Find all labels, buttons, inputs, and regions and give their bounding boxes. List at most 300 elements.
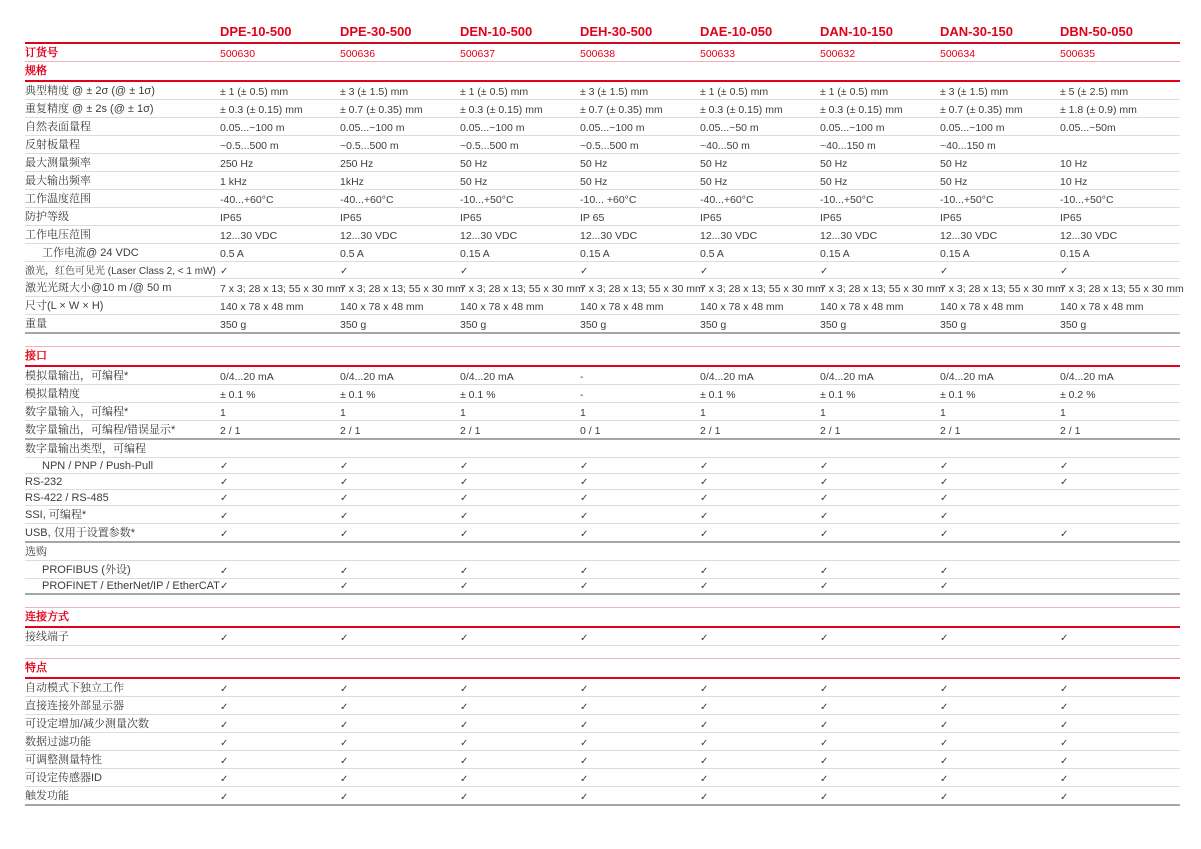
check-icon: ✓ — [700, 560, 820, 578]
table-row — [25, 578, 1180, 594]
order-number: 500634 — [940, 43, 1060, 62]
check-icon: ✓ — [700, 750, 820, 768]
table-head — [25, 24, 1180, 43]
row-label: 模拟量精度 — [25, 384, 220, 402]
check-icon: ✓ — [340, 473, 460, 489]
spec-value: IP65 — [940, 208, 1060, 226]
spec-value: ± 3 (± 1.5) mm — [580, 81, 700, 100]
check-icon: ✓ — [940, 457, 1060, 473]
check-icon: ✓ — [700, 696, 820, 714]
section-title: 接口 — [25, 346, 1180, 366]
spec-value: -40...+60°C — [340, 190, 460, 208]
check-icon: ✓ — [220, 768, 340, 786]
check-icon: ✓ — [580, 678, 700, 697]
spec-value: 0.05...~100 m — [340, 118, 460, 136]
spec-value: 12...30 VDC — [340, 226, 460, 244]
row-label: 自然表面量程 — [25, 118, 220, 136]
spec-value: 12...30 VDC — [580, 226, 700, 244]
order-number-row — [25, 43, 1180, 62]
spec-value — [340, 439, 460, 458]
spec-value: 250 Hz — [220, 154, 340, 172]
check-icon: ✓ — [700, 732, 820, 750]
order-number: 500630 — [220, 43, 340, 62]
check-icon: ✓ — [1060, 678, 1180, 697]
spec-value: ~40...150 m — [820, 136, 940, 154]
table-row — [25, 786, 1180, 805]
check-icon: ✓ — [700, 786, 820, 805]
spec-value: 350 g — [700, 315, 820, 334]
spec-value: 1 — [1060, 402, 1180, 420]
spec-value: 12...30 VDC — [700, 226, 820, 244]
table-row — [25, 208, 1180, 226]
spec-value — [700, 439, 820, 458]
check-icon: ✓ — [1060, 457, 1180, 473]
check-icon: ✓ — [820, 473, 940, 489]
row-label: SSI, 可编程* — [25, 505, 220, 523]
row-label: 模拟量输出，可编程* — [25, 366, 220, 385]
table-row — [25, 154, 1180, 172]
row-label: 接线端子 — [25, 627, 220, 646]
check-icon: ✓ — [220, 696, 340, 714]
spec-value: 10 Hz — [1060, 172, 1180, 190]
spec-value: ± 0.7 (± 0.35) mm — [580, 100, 700, 118]
model-header: DPE-30-500 — [340, 24, 460, 43]
model-header: DAN-10-150 — [820, 24, 940, 43]
model-header: DBN-50-050 — [1060, 24, 1180, 43]
check-icon: ✓ — [340, 505, 460, 523]
spec-value: - — [580, 384, 700, 402]
table-row — [25, 420, 1180, 439]
spec-value — [820, 542, 940, 561]
spec-value: 0/4...20 mA — [940, 366, 1060, 385]
spec-value — [460, 542, 580, 561]
spec-value: 0.15 A — [580, 244, 700, 262]
table-row — [25, 136, 1180, 154]
spec-value: 140 x 78 x 48 mm — [940, 297, 1060, 315]
row-label: 数字量输入，可编程* — [25, 402, 220, 420]
table-row — [25, 172, 1180, 190]
check-icon: ✓ — [580, 750, 700, 768]
check-icon: ✓ — [700, 678, 820, 697]
spec-value: 0.15 A — [940, 244, 1060, 262]
spec-value: 0/4...20 mA — [1060, 366, 1180, 385]
table-row — [25, 262, 1180, 279]
check-icon: ✓ — [460, 696, 580, 714]
check-icon: ✓ — [580, 560, 700, 578]
table-row — [25, 315, 1180, 334]
check-icon: ✓ — [580, 696, 700, 714]
spec-value: ± 1.8 (± 0.9) mm — [1060, 100, 1180, 118]
spec-value: 12...30 VDC — [1060, 226, 1180, 244]
spec-value: 0/4...20 mA — [700, 366, 820, 385]
spec-value: 0.05...~50m — [1060, 118, 1180, 136]
order-number: 500635 — [1060, 43, 1180, 62]
spec-value: ~40...150 m — [940, 136, 1060, 154]
check-icon: ✓ — [340, 560, 460, 578]
spec-value: 2 / 1 — [1060, 420, 1180, 439]
table-body — [25, 43, 1184, 805]
check-icon: ✓ — [460, 560, 580, 578]
check-icon: ✓ — [580, 768, 700, 786]
spec-value: 50 Hz — [460, 154, 580, 172]
check-icon: ✓ — [340, 523, 460, 542]
row-label: 工作电压范围 — [25, 226, 220, 244]
section-title-row — [25, 62, 1180, 82]
check-icon: ✓ — [1060, 262, 1180, 279]
check-icon: ✓ — [700, 523, 820, 542]
spec-value: 12...30 VDC — [940, 226, 1060, 244]
row-label: RS-232 — [25, 473, 220, 489]
spec-value: 140 x 78 x 48 mm — [220, 297, 340, 315]
table-row — [25, 439, 1180, 458]
spec-value: 50 Hz — [700, 154, 820, 172]
row-label: 工作电流@ 24 VDC — [25, 244, 220, 262]
spec-value: -10...+50°C — [1060, 190, 1180, 208]
check-icon: ✓ — [460, 750, 580, 768]
check-icon: ✓ — [820, 714, 940, 732]
check-icon: ✓ — [940, 578, 1060, 594]
check-icon: ✓ — [220, 732, 340, 750]
spec-value — [460, 439, 580, 458]
spec-value: 1 — [220, 402, 340, 420]
check-icon: ✓ — [1060, 523, 1180, 542]
spec-value: 7 x 3; 28 x 13; 55 x 30 mm — [460, 279, 580, 297]
row-label: 尺寸(L × W × H) — [25, 297, 220, 315]
check-icon: ✓ — [820, 696, 940, 714]
spec-value: ~0.5...500 m — [580, 136, 700, 154]
check-icon: ✓ — [700, 505, 820, 523]
check-icon: ✓ — [220, 627, 340, 646]
check-icon: ✓ — [460, 678, 580, 697]
spec-value: 0 / 1 — [580, 420, 700, 439]
check-icon: ✓ — [220, 489, 340, 505]
check-icon: ✓ — [820, 786, 940, 805]
spec-value: IP65 — [820, 208, 940, 226]
check-icon: ✓ — [940, 732, 1060, 750]
spec-value — [1060, 489, 1180, 505]
spec-value: 50 Hz — [460, 172, 580, 190]
spec-value: IP65 — [220, 208, 340, 226]
row-label: 触发功能 — [25, 786, 220, 805]
spec-value: 50 Hz — [940, 154, 1060, 172]
spec-value — [820, 439, 940, 458]
table-row — [25, 190, 1180, 208]
check-icon: ✓ — [940, 560, 1060, 578]
spec-value: ± 0.1 % — [940, 384, 1060, 402]
spec-value — [340, 542, 460, 561]
spec-value: 350 g — [220, 315, 340, 334]
table-row — [25, 750, 1180, 768]
table-row — [25, 297, 1180, 315]
check-icon: ✓ — [820, 489, 940, 505]
spec-value: 0/4...20 mA — [340, 366, 460, 385]
spec-value: 1 — [580, 402, 700, 420]
spec-value: IP65 — [340, 208, 460, 226]
spec-value: 140 x 78 x 48 mm — [820, 297, 940, 315]
model-header-row — [25, 24, 1180, 43]
spec-value: 2 / 1 — [340, 420, 460, 439]
spec-value: 7 x 3; 28 x 13; 55 x 30 mm — [940, 279, 1060, 297]
spec-value: 0.15 A — [1060, 244, 1180, 262]
spec-value: ± 0.1 % — [460, 384, 580, 402]
check-icon: ✓ — [340, 696, 460, 714]
spec-value: -10...+50°C — [460, 190, 580, 208]
spec-value: 2 / 1 — [820, 420, 940, 439]
table-row — [25, 505, 1180, 523]
check-icon: ✓ — [460, 489, 580, 505]
check-icon: ✓ — [700, 768, 820, 786]
check-icon: ✓ — [220, 714, 340, 732]
check-icon: ✓ — [220, 262, 340, 279]
row-label: NPN / PNP / Push-Pull — [25, 457, 220, 473]
table-row — [25, 542, 1180, 561]
check-icon: ✓ — [820, 560, 940, 578]
spec-value: 0.5 A — [700, 244, 820, 262]
check-icon: ✓ — [1060, 714, 1180, 732]
table-row — [25, 81, 1180, 100]
table-row — [25, 402, 1180, 420]
check-icon: ✓ — [700, 473, 820, 489]
order-number: 500638 — [580, 43, 700, 62]
spec-value — [1060, 560, 1180, 578]
check-icon: ✓ — [460, 457, 580, 473]
spec-value — [940, 542, 1060, 561]
check-icon: ✓ — [820, 523, 940, 542]
check-icon: ✓ — [460, 473, 580, 489]
check-icon: ✓ — [340, 786, 460, 805]
spec-value: ± 0.3 (± 0.15) mm — [460, 100, 580, 118]
table-row — [25, 473, 1180, 489]
spec-value: ~0.5...500 m — [220, 136, 340, 154]
check-icon: ✓ — [940, 696, 1060, 714]
spec-value: 0.5 A — [340, 244, 460, 262]
spec-value: 0.15 A — [820, 244, 940, 262]
check-icon: ✓ — [340, 714, 460, 732]
section-title-row — [25, 658, 1180, 678]
spec-value: 350 g — [340, 315, 460, 334]
check-icon: ✓ — [460, 714, 580, 732]
spec-value: -10...+50°C — [940, 190, 1060, 208]
check-icon: ✓ — [580, 473, 700, 489]
spec-value: 0.15 A — [460, 244, 580, 262]
spec-value: 7 x 3; 28 x 13; 55 x 30 mm — [700, 279, 820, 297]
check-icon: ✓ — [820, 578, 940, 594]
spec-value: 140 x 78 x 48 mm — [460, 297, 580, 315]
section-title: 连接方式 — [25, 607, 1180, 627]
check-icon: ✓ — [820, 678, 940, 697]
spec-value: 1 — [820, 402, 940, 420]
spec-value: 250 Hz — [340, 154, 460, 172]
spec-value: 10 Hz — [1060, 154, 1180, 172]
spec-value: ± 0.3 (± 0.15) mm — [820, 100, 940, 118]
spec-value: 350 g — [1060, 315, 1180, 334]
check-icon: ✓ — [340, 750, 460, 768]
check-icon: ✓ — [700, 714, 820, 732]
check-icon: ✓ — [220, 578, 340, 594]
spec-value: 12...30 VDC — [460, 226, 580, 244]
check-icon: ✓ — [340, 489, 460, 505]
table-row — [25, 714, 1180, 732]
spec-value: 0.05...~100 m — [580, 118, 700, 136]
spec-value: 1 — [940, 402, 1060, 420]
section-title-row — [25, 346, 1180, 366]
spec-value: ± 3 (± 1.5) mm — [940, 81, 1060, 100]
spec-value: 2 / 1 — [940, 420, 1060, 439]
check-icon: ✓ — [580, 505, 700, 523]
row-label: 可设定传感器ID — [25, 768, 220, 786]
check-icon: ✓ — [580, 732, 700, 750]
spec-value: IP 65 — [580, 208, 700, 226]
spec-value: 7 x 3; 28 x 13; 55 x 30 mm — [820, 279, 940, 297]
check-icon: ✓ — [580, 457, 700, 473]
check-icon: ✓ — [940, 768, 1060, 786]
check-icon: ✓ — [820, 505, 940, 523]
spec-value: 7 x 3; 28 x 13; 55 x 30 mm — [340, 279, 460, 297]
check-icon: ✓ — [220, 473, 340, 489]
check-icon: ✓ — [820, 457, 940, 473]
check-icon: ✓ — [700, 627, 820, 646]
order-number: 500636 — [340, 43, 460, 62]
spec-value: 350 g — [820, 315, 940, 334]
spec-value: 0.5 A — [220, 244, 340, 262]
spec-value: 1 kHz — [220, 172, 340, 190]
spec-value: -40...+60°C — [700, 190, 820, 208]
check-icon: ✓ — [940, 262, 1060, 279]
row-label: 数字量输出类型，可编程 — [25, 439, 220, 458]
spec-value — [580, 542, 700, 561]
order-number: 500632 — [820, 43, 940, 62]
spec-value: ± 0.7 (± 0.35) mm — [340, 100, 460, 118]
spec-value: 1 — [460, 402, 580, 420]
check-icon: ✓ — [580, 523, 700, 542]
model-header: DEH-30-500 — [580, 24, 700, 43]
row-label: 数据过滤功能 — [25, 732, 220, 750]
row-label: 重量 — [25, 315, 220, 334]
spec-value: -10...+50°C — [820, 190, 940, 208]
spec-value — [1060, 439, 1180, 458]
check-icon: ✓ — [220, 560, 340, 578]
spec-value: 7 x 3; 28 x 13; 55 x 30 mm — [580, 279, 700, 297]
table-row — [25, 226, 1180, 244]
table-row — [25, 627, 1180, 646]
check-icon: ✓ — [340, 768, 460, 786]
row-label: 重复精度 @ ± 2s (@ ± 1σ) — [25, 100, 220, 118]
check-icon: ✓ — [940, 505, 1060, 523]
spec-value: 50 Hz — [820, 154, 940, 172]
spec-value: 0.05...~100 m — [220, 118, 340, 136]
check-icon: ✓ — [940, 678, 1060, 697]
table-row — [25, 678, 1180, 697]
spec-value — [1060, 505, 1180, 523]
table-row — [25, 366, 1180, 385]
row-label: 选购 — [25, 542, 220, 561]
check-icon: ✓ — [460, 768, 580, 786]
row-label: 可设定增加/减少测量次数 — [25, 714, 220, 732]
spec-value: ± 0.1 % — [700, 384, 820, 402]
row-label: PROFINET / EtherNet/IP / EtherCAT — [25, 578, 220, 594]
check-icon: ✓ — [940, 489, 1060, 505]
spec-value — [940, 439, 1060, 458]
spec-value: ± 1 (± 0.5) mm — [460, 81, 580, 100]
spec-value: ± 0.2 % — [1060, 384, 1180, 402]
check-icon: ✓ — [1060, 627, 1180, 646]
spec-value: 2 / 1 — [220, 420, 340, 439]
spec-value — [1060, 578, 1180, 594]
check-icon: ✓ — [340, 732, 460, 750]
section-gap — [25, 645, 1180, 658]
spec-value: ± 0.3 (± 0.15) mm — [700, 100, 820, 118]
check-icon: ✓ — [820, 750, 940, 768]
spec-value: IP65 — [1060, 208, 1180, 226]
check-icon: ✓ — [220, 786, 340, 805]
spec-value: 50 Hz — [580, 154, 700, 172]
check-icon: ✓ — [460, 627, 580, 646]
spec-value: 1 — [340, 402, 460, 420]
check-icon: ✓ — [1060, 750, 1180, 768]
check-icon: ✓ — [1060, 786, 1180, 805]
order-label: 订货号 — [25, 43, 220, 62]
model-header: DPE-10-500 — [220, 24, 340, 43]
row-label: RS-422 / RS-485 — [25, 489, 220, 505]
check-icon: ✓ — [340, 627, 460, 646]
check-icon: ✓ — [220, 750, 340, 768]
spec-value — [1060, 542, 1180, 561]
row-label: PROFIBUS (外设) — [25, 560, 220, 578]
spec-value: ± 5 (± 2.5) mm — [1060, 81, 1180, 100]
row-label: 防护等级 — [25, 208, 220, 226]
check-icon: ✓ — [940, 714, 1060, 732]
check-icon: ✓ — [580, 489, 700, 505]
spec-value: 1 — [700, 402, 820, 420]
spec-value: ± 0.1 % — [340, 384, 460, 402]
section-gap — [25, 333, 1180, 346]
spec-value: ± 0.7 (± 0.35) mm — [940, 100, 1060, 118]
spec-value: -10... +60°C — [580, 190, 700, 208]
model-header: DAE-10-050 — [700, 24, 820, 43]
spec-table — [25, 24, 1184, 806]
check-icon: ✓ — [820, 732, 940, 750]
check-icon: ✓ — [820, 262, 940, 279]
row-label: 反射板量程 — [25, 136, 220, 154]
section-title-row — [25, 607, 1180, 627]
check-icon: ✓ — [940, 750, 1060, 768]
spec-value: ± 1 (± 0.5) mm — [220, 81, 340, 100]
spec-value: 50 Hz — [700, 172, 820, 190]
spec-value: 7 x 3; 28 x 13; 55 x 30 mm — [220, 279, 340, 297]
spec-value: 0/4...20 mA — [460, 366, 580, 385]
table-row — [25, 696, 1180, 714]
row-label: 自动模式下独立工作 — [25, 678, 220, 697]
check-icon: ✓ — [220, 523, 340, 542]
check-icon: ✓ — [460, 523, 580, 542]
check-icon: ✓ — [460, 505, 580, 523]
check-icon: ✓ — [460, 786, 580, 805]
check-icon: ✓ — [1060, 768, 1180, 786]
spec-value: 2 / 1 — [700, 420, 820, 439]
check-icon: ✓ — [580, 578, 700, 594]
row-label: 数字量输出，可编程/错误显示* — [25, 420, 220, 439]
table-row — [25, 732, 1180, 750]
check-icon: ✓ — [940, 786, 1060, 805]
check-icon: ✓ — [340, 262, 460, 279]
table-row — [25, 560, 1180, 578]
spec-value — [700, 542, 820, 561]
spec-value: ± 3 (± 1.5) mm — [340, 81, 460, 100]
spec-value: 12...30 VDC — [820, 226, 940, 244]
spec-value: ~0.5...500 m — [460, 136, 580, 154]
row-label: 激光光斑大小@10 m /@ 50 m — [25, 279, 220, 297]
spec-value: 7 x 3; 28 x 13; 55 x 30 mm — [1060, 279, 1180, 297]
